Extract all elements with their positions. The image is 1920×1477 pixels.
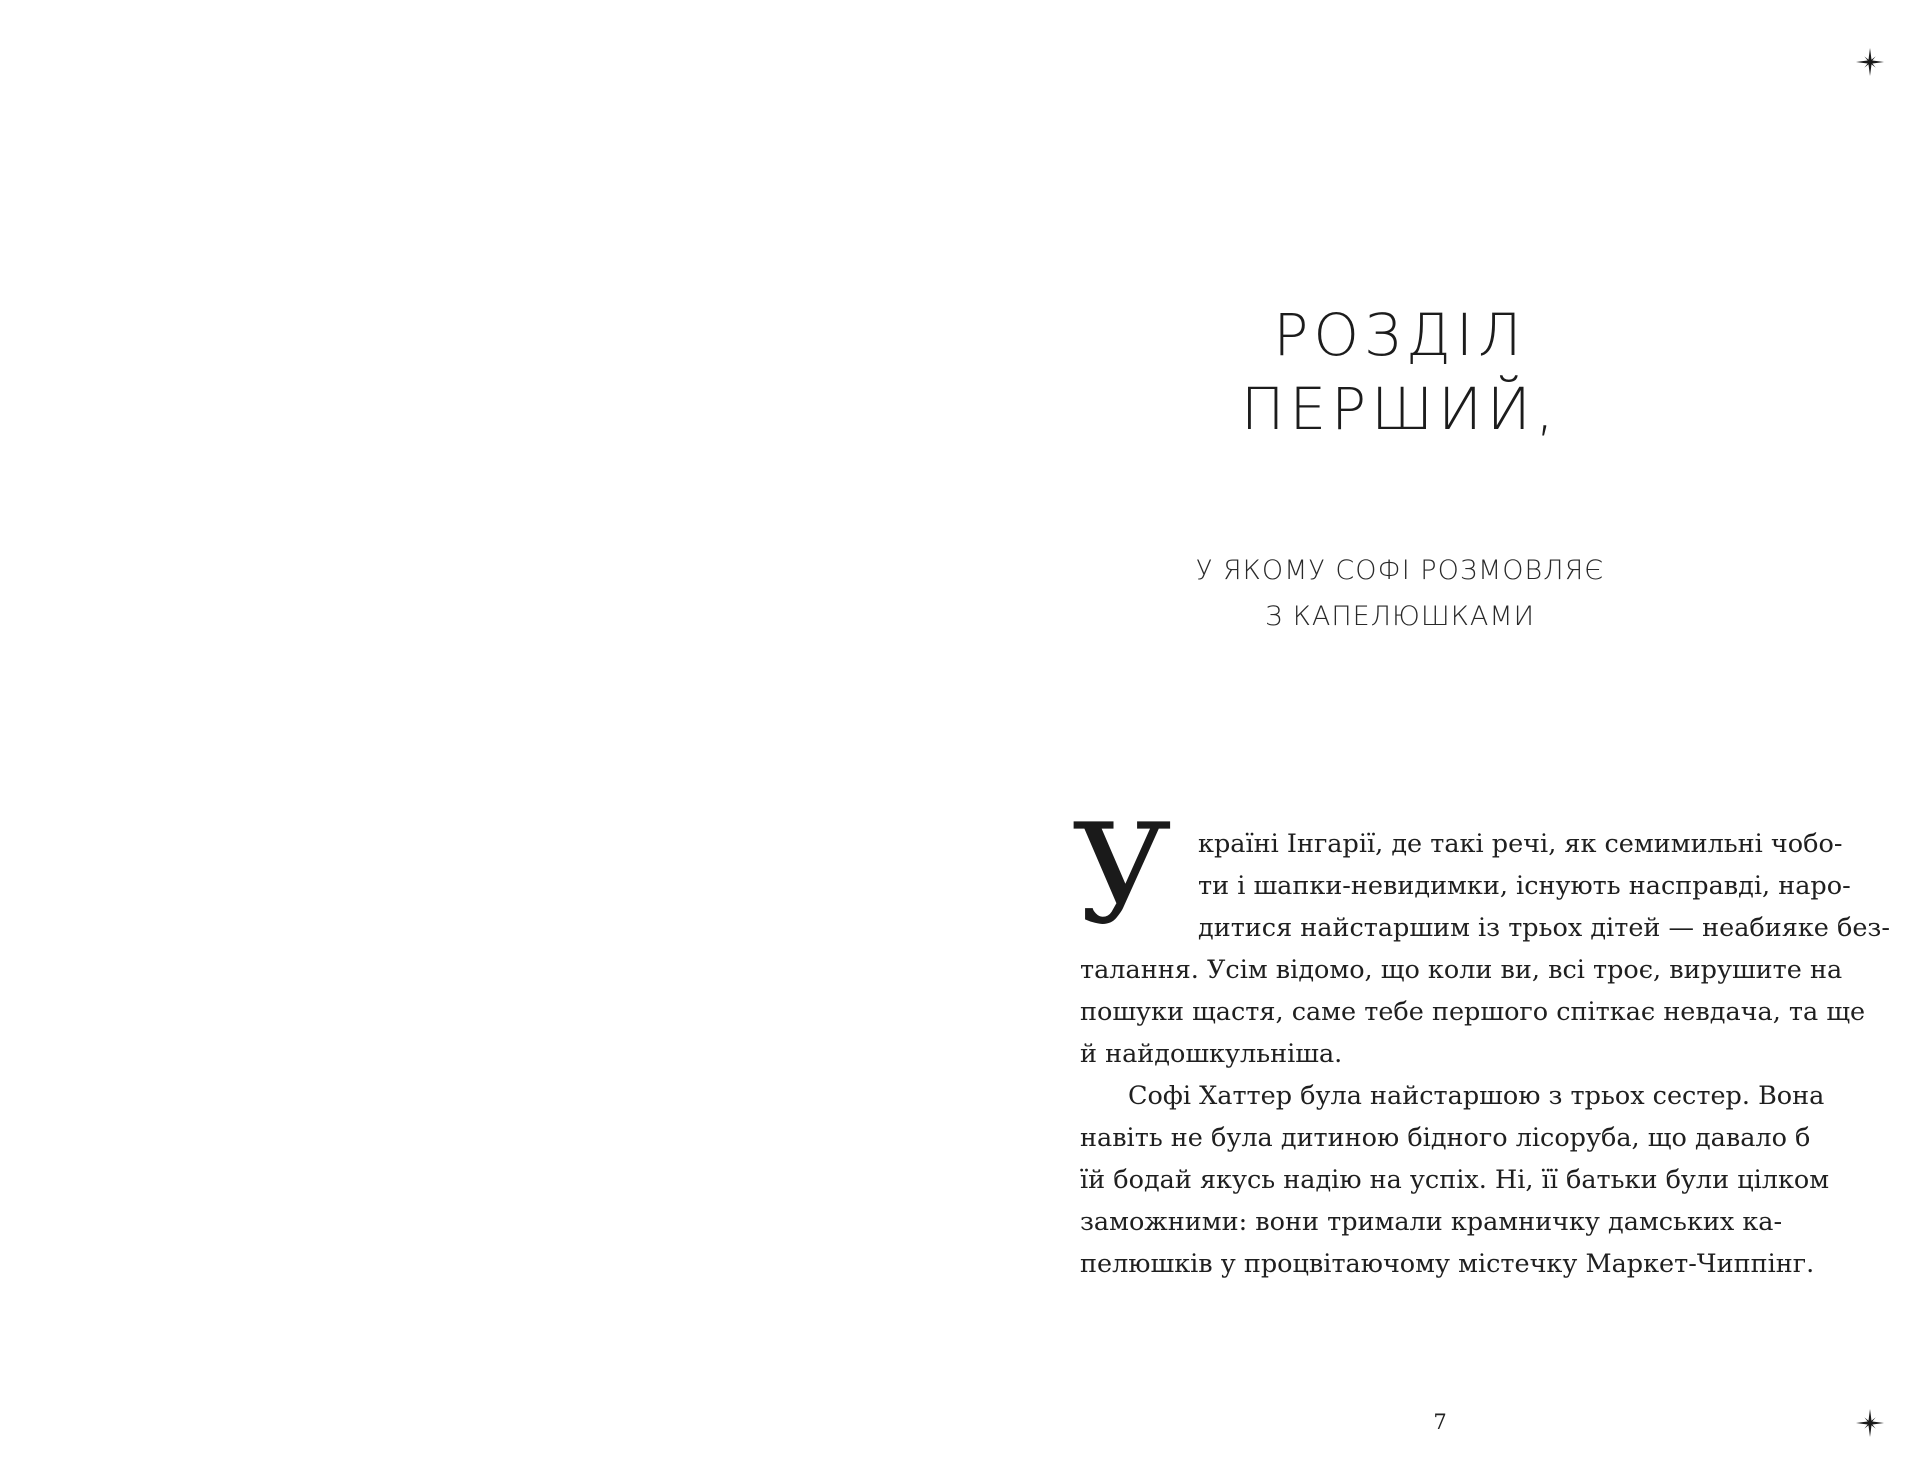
text-line: навіть не була дитиною бідного лісоруба, що давало б	[1080, 1123, 1811, 1153]
star-ornament-top-icon	[1855, 47, 1885, 77]
text-line: талання. Усім відомо, що коли ви, всі троє, вирушите на	[1080, 955, 1843, 985]
chapter-title-line-2: ПЕРШИЙ,	[1240, 375, 1560, 443]
chapter-title-line-1: РОЗДІЛ	[1273, 301, 1527, 369]
chapter-subtitle	[1140, 548, 1660, 640]
right-page	[960, 0, 1920, 1477]
page-number: 7	[1433, 1410, 1447, 1434]
chapter-title	[1140, 298, 1660, 446]
chapter-subtitle-line-2: З КАПЕЛЮШКАМИ	[1264, 601, 1536, 632]
chapter-body-text	[1080, 823, 1890, 1285]
text-line: й найдошкульніша.	[1080, 1039, 1343, 1069]
text-line: дитися найстаршим із трьох дітей — неабияке без-	[1198, 913, 1890, 943]
text-line: пошуки щастя, саме тебе першого спіткає невдача, та ще	[1080, 997, 1866, 1027]
text-line: ти і шапки-невидимки, існують насправді, наро-	[1198, 871, 1851, 901]
star-ornament-bottom-icon	[1855, 1408, 1885, 1438]
drop-cap: У	[1072, 794, 1172, 955]
text-line: пелюшків у процвітаючому містечку Маркет-Чиппінг.	[1080, 1249, 1815, 1279]
text-line: заможними: вони тримали крамничку дамських ка-	[1080, 1207, 1783, 1237]
text-line: їй бодай якусь надію на успіх. Ні, її батьки були цілком	[1080, 1165, 1830, 1195]
chapter-subtitle-line-1: У ЯКОМУ СОФІ РОЗМОВЛЯЄ	[1195, 555, 1605, 586]
text-line: Софі Хаттер була найстаршою з трьох сестер. Вона	[1128, 1081, 1825, 1111]
text-line: країні Інгарії, де такі речі, як семимильні чобо-	[1198, 829, 1843, 859]
